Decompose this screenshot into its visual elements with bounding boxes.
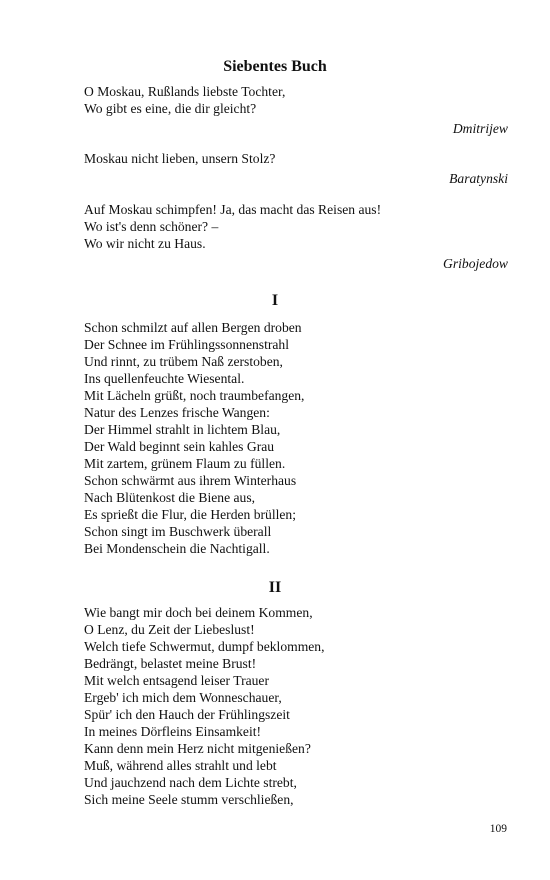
verse-line: Der Schnee im Frühlingssonnenstrahl [84,337,290,352]
verse-line: O Lenz, du Zeit der Liebeslust! [84,622,255,637]
epigraph-1 [84,83,508,137]
verse-line: Ergeb' ich mich dem Wonneschauer, [84,690,282,705]
verse-line: Ins quellenfeuchte Wiesental. [84,371,245,386]
verse-line: Und rinnt, zu trübem Naß zerstoben, [84,354,283,369]
verse-line: Schon schwärmt aus ihrem Winterhaus [84,473,297,488]
page-number: 109 [489,823,507,835]
epigraph-line: Auf Moskau schimpfen! Ja, das macht das Reisen aus! [84,202,382,217]
verse-line: Nach Blütenkost die Biene aus, [84,490,256,505]
epigraph-line: Wo gibt es eine, die dir gleicht? [84,101,257,116]
verse-line: Der Wald beginnt sein kahles Grau [84,439,275,454]
verse-line: Mit Lächeln grüßt, noch traumbefangen, [84,388,305,403]
epigraph-3 [84,201,508,272]
verse-line: Sich meine Seele stumm verschließen, [84,792,294,807]
verse-line: Kann denn mein Herz nicht mitgenießen? [84,741,311,756]
stanza-1 [84,319,508,557]
epigraph-line: Wo ist's denn schöner? – [84,219,219,234]
verse-line: Mit welch entsagend leiser Trauer [84,673,269,688]
verse-line: Muß, während alles strahlt und lebt [84,758,277,773]
verse-line: Es sprießt die Flur, die Herden brüllen; [84,507,296,522]
section-number-1: I [271,292,279,309]
epigraph-2 [84,150,508,187]
verse-line: Mit zartem, grünem Flaum zu füllen. [84,456,286,471]
epigraph-author: Baratynski [449,171,508,186]
verse-line: Wie bangt mir doch bei deinem Kommen, [84,605,313,620]
epigraph-author: Gribojedow [443,256,508,271]
chapter-title: Siebentes Buch [223,58,327,75]
verse-line: In meines Dörfleins Einsamkeit! [84,724,262,739]
verse-line: Bei Mondenschein die Nachtigall. [84,541,270,556]
verse-line: Schon singt im Buschwerk überall [84,524,272,539]
verse-line: Der Himmel strahlt in lichtem Blau, [84,422,281,437]
section-number-2: II [268,579,282,596]
epigraph-line: O Moskau, Rußlands liebste Tochter, [84,84,286,99]
epigraph-line: Moskau nicht lieben, unsern Stolz? [84,151,276,166]
verse-line: Bedrängt, belastet meine Brust! [84,656,257,671]
verse-line: Spür' ich den Hauch der Frühlingszeit [84,707,290,722]
epigraph-line: Wo wir nicht zu Haus. [84,236,206,251]
verse-line: Welch tiefe Schwermut, dumpf beklommen, [84,639,325,654]
verse-line: Natur des Lenzes frische Wangen: [84,405,270,420]
epigraph-author: Dmitrijew [452,121,508,136]
stanza-2 [84,604,508,808]
verse-line: Und jauchzend nach dem Lichte strebt, [84,775,297,790]
verse-line: Schon schmilzt auf allen Bergen droben [84,320,302,335]
